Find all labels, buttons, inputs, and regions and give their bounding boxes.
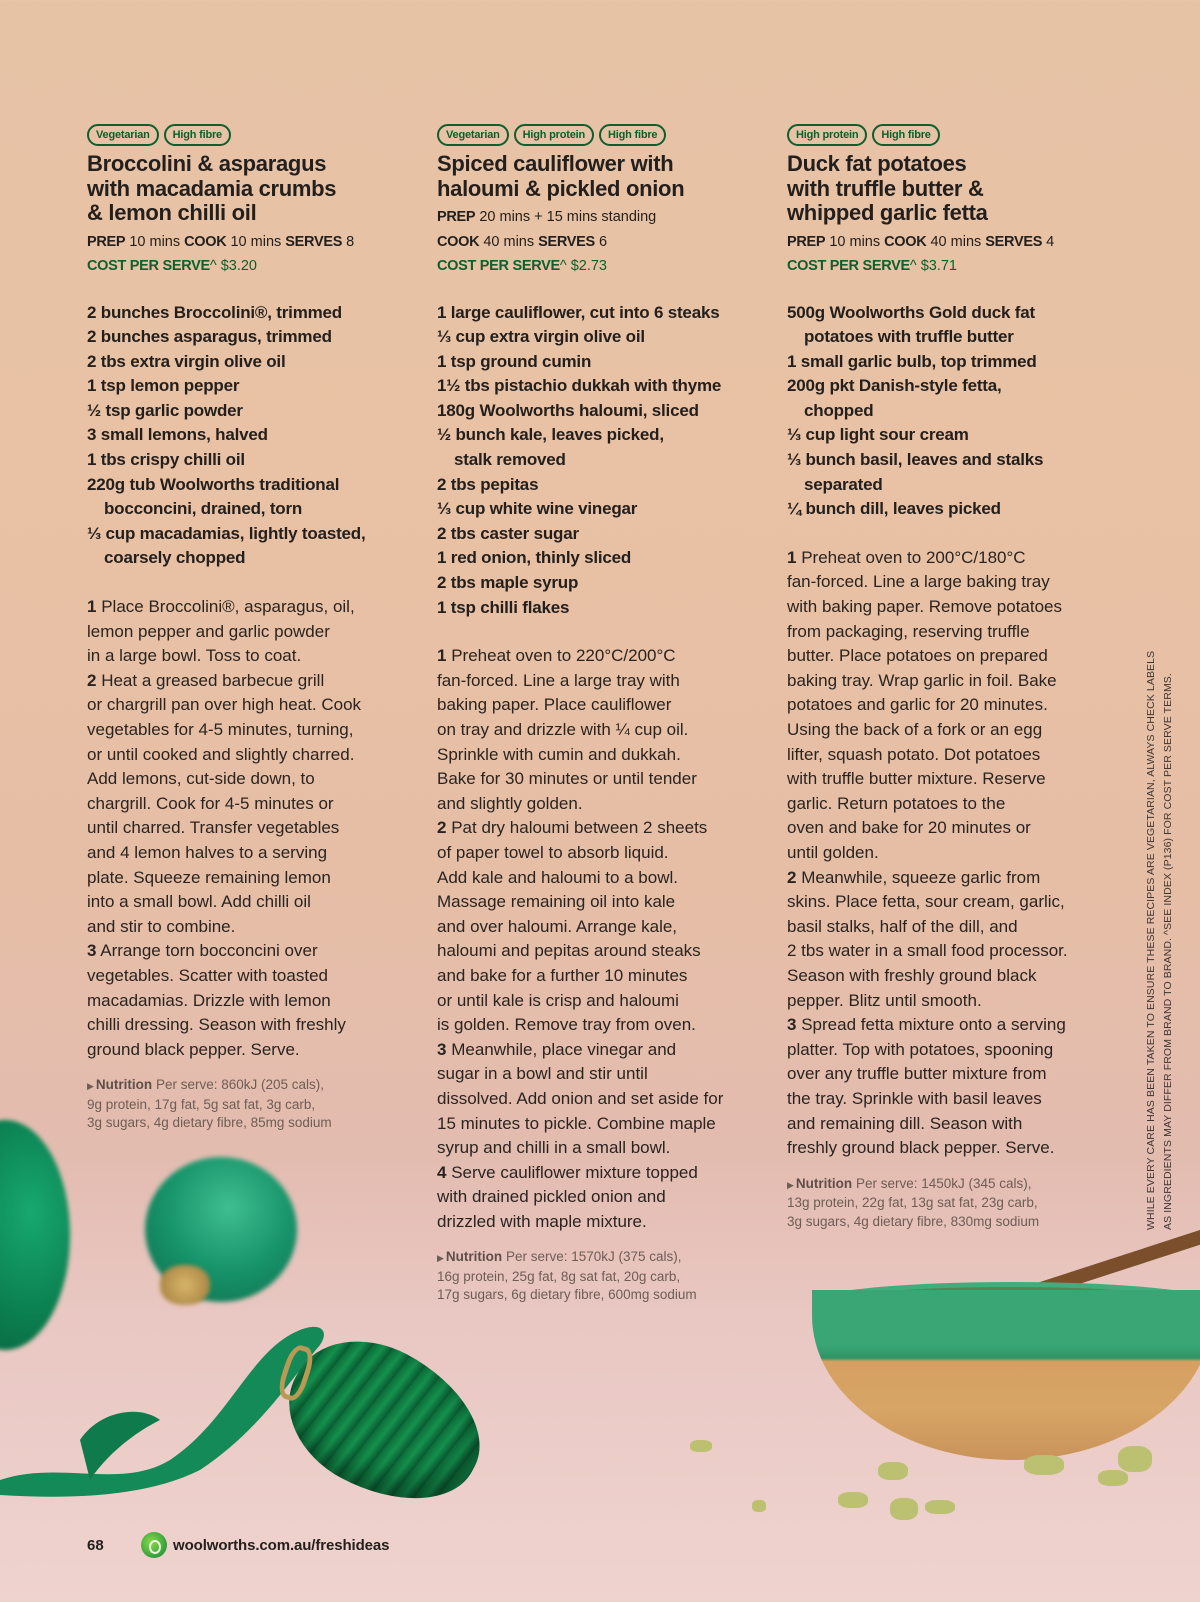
method-step-line xyxy=(437,989,759,1014)
method-step-line xyxy=(787,767,1109,792)
ingredient-item: 2 bunches asparagus, trimmed xyxy=(87,327,332,347)
pistachio-icon xyxy=(1098,1470,1128,1486)
method-step-line xyxy=(787,1136,1109,1161)
method-step-start xyxy=(787,1013,1109,1038)
pistachio-icon xyxy=(890,1498,918,1520)
method-step-start xyxy=(87,595,409,620)
cost-footnote-mark: ^ xyxy=(209,258,217,274)
serves-label: SERVES xyxy=(285,233,343,250)
nutrition-line: Per serve: 860kJ (205 cals), xyxy=(155,1077,325,1093)
ingredient-item: 1 tsp ground cumin xyxy=(437,351,592,371)
method-step-start xyxy=(787,546,1109,571)
step-text: in a large bowl. Toss to coat. xyxy=(87,646,302,666)
woolworths-logo-icon xyxy=(141,1532,167,1558)
prep-label: PREP xyxy=(437,209,476,225)
recipe-broccolini xyxy=(87,124,409,1133)
ingredient-item: ⅓ cup white wine vinegar xyxy=(437,499,638,519)
step-number: 3 xyxy=(437,1039,447,1059)
method-step-line xyxy=(437,792,759,817)
disclaimer-line: AS INGREDIENTS MAY DIFFER FROM BRAND TO BRAND. ^SEE INDEX (P136) FOR COST PER SERVE TERMS. xyxy=(1162,673,1174,1230)
prep-value: 20 mins + 15 mins standing xyxy=(479,209,657,225)
recipe-times xyxy=(437,205,759,230)
method-step-line xyxy=(787,915,1109,940)
cook-label: COOK xyxy=(884,233,927,250)
title-line: & lemon chilli oil xyxy=(87,200,257,225)
step-text: the tray. Sprinkle with basil leaves xyxy=(787,1088,1042,1108)
step-text: vegetables for 4-5 minutes, turning, xyxy=(87,720,354,739)
ingredient-item: ½ tsp garlic powder xyxy=(87,400,243,420)
ingredient-item: 1 tbs crispy chilli oil xyxy=(87,450,245,470)
method-step-line xyxy=(87,915,409,940)
method-step-line xyxy=(87,767,409,792)
method-step-line xyxy=(787,816,1109,841)
method-step-line xyxy=(87,620,409,645)
pistachio-icon xyxy=(690,1440,712,1452)
step-text: platter. Top with potatoes, spooning xyxy=(787,1039,1054,1059)
title-line: Broccolini & asparagus xyxy=(87,151,327,176)
step-text: with truffle butter mixture. Reserve xyxy=(787,769,1046,789)
cost-label: COST PER SERVE xyxy=(87,258,210,274)
step-text: is golden. Remove tray from oven. xyxy=(437,1015,696,1035)
vegetarian-disclaimer xyxy=(1143,570,1177,1230)
method-step-line xyxy=(437,915,759,940)
step-text: with baking paper. Remove potatoes xyxy=(787,597,1063,617)
step-text: dissolved. Add onion and set aside for xyxy=(437,1088,724,1108)
step-number: 3 xyxy=(787,1015,797,1035)
cost-per-serve xyxy=(437,254,759,279)
method-step-line xyxy=(87,989,409,1014)
step-text: skins. Place fetta, sour cream, garlic, xyxy=(787,892,1065,912)
ingredient-item: 1 tsp lemon pepper xyxy=(87,376,240,396)
step-text: into a small bowl. Add chilli oil xyxy=(87,892,311,912)
step-text: Meanwhile, place vinegar and xyxy=(451,1039,677,1059)
ingredient-item: ⅓ cup macadamias, lightly toasted, coarsely chopped xyxy=(87,523,366,568)
serves-label: SERVES xyxy=(985,233,1043,250)
prep-value: 10 mins xyxy=(829,233,881,250)
recipe-times xyxy=(437,230,759,255)
method-step-line xyxy=(437,743,759,768)
method-step-line xyxy=(787,1087,1109,1112)
step-text: or until cooked and slightly charred. xyxy=(87,744,355,764)
tag-high-protein: High protein xyxy=(514,124,594,146)
step-number: 3 xyxy=(87,941,97,961)
cook-value: 40 mins xyxy=(483,233,535,250)
prep-label: PREP xyxy=(787,233,826,250)
step-number: 1 xyxy=(787,547,797,567)
ingredient-item: 220g tub Woolworths traditional bocconcini, drained, torn xyxy=(87,474,340,519)
method-step-start xyxy=(437,1161,759,1186)
step-text: Heat a greased barbecue grill xyxy=(101,670,325,690)
step-text: macadamias. Drizzle with lemon xyxy=(87,990,331,1010)
prep-label: PREP xyxy=(87,233,126,250)
cook-label: COOK xyxy=(437,233,480,250)
nutrition-line: Per serve: 1450kJ (345 cals), xyxy=(855,1175,1032,1191)
step-text: and over haloumi. Arrange kale, xyxy=(437,916,678,936)
tag-vegetarian: Vegetarian xyxy=(87,124,159,146)
ingredient-item: ⅓ cup extra virgin olive oil xyxy=(437,327,645,347)
step-text: and 4 lemon halves to a serving xyxy=(87,842,328,862)
step-text: Preheat oven to 220°C/200°C xyxy=(451,646,676,666)
method-step-line xyxy=(87,1013,409,1038)
method-step-line xyxy=(437,1013,759,1038)
recipe-times xyxy=(87,230,409,255)
method-step-line xyxy=(437,718,759,743)
page-number: 68 xyxy=(87,1536,104,1554)
step-text: 15 minutes to pickle. Combine maple xyxy=(437,1113,716,1133)
step-text: haloumi and pepitas around steaks xyxy=(437,941,701,961)
cost-label: COST PER SERVE xyxy=(437,258,560,274)
step-text: Spread fetta mixture onto a serving xyxy=(801,1015,1066,1035)
triangle-bullet-icon: ▶ xyxy=(787,1179,794,1190)
nutrition-info xyxy=(437,1248,759,1305)
method-step-start xyxy=(787,866,1109,891)
step-text: lemon pepper and garlic powder xyxy=(87,621,330,641)
ingredient-item: 2 tbs maple syrup xyxy=(437,573,579,593)
method-step-line xyxy=(787,620,1109,645)
step-text: basil stalks, half of the dill, and xyxy=(787,916,1018,936)
step-text: from packaging, reserving truffle xyxy=(787,621,1030,641)
step-text: pepper. Blitz until smooth. xyxy=(787,990,982,1010)
nutrition-label: Nutrition xyxy=(795,1175,853,1191)
method-step-line xyxy=(87,792,409,817)
triangle-bullet-icon: ▶ xyxy=(87,1081,94,1092)
method-step-line xyxy=(787,939,1109,964)
diet-tags xyxy=(437,124,759,148)
method-step-line xyxy=(87,816,409,841)
title-line: Duck fat potatoes xyxy=(787,151,967,176)
ingredient-item: ⅓ cup light sour cream xyxy=(787,425,969,445)
ingredient-item: 1 small garlic bulb, top trimmed xyxy=(787,351,1037,371)
step-text: and remaining dill. Season with xyxy=(787,1113,1023,1133)
method-step-start xyxy=(87,939,409,964)
pistachio-icon xyxy=(752,1500,766,1512)
nutrition-line: 3g sugars, 4g dietary fibre, 85mg sodium xyxy=(87,1115,332,1131)
pistachio-icon xyxy=(878,1462,908,1480)
step-text: oven and bake for 20 minutes or xyxy=(787,818,1031,838)
method-step-line xyxy=(87,964,409,989)
step-text: 2 tbs water in a small food processor. xyxy=(787,941,1068,961)
cost-value: $3.71 xyxy=(920,258,957,274)
step-text: fan-forced. Line a large baking tray xyxy=(787,572,1050,592)
cost-value: $2.73 xyxy=(570,258,607,274)
step-text: Place Broccolini®, asparagus, oil, xyxy=(101,597,355,617)
disclaimer-line: WHILE EVERY CARE HAS BEEN TAKEN TO ENSURE THESE RECIPES ARE VEGETARIAN, ALWAYS CHECK LABELS xyxy=(1145,650,1157,1230)
method-step-line xyxy=(87,718,409,743)
step-text: Bake for 30 minutes or until tender xyxy=(437,769,697,789)
cook-label: COOK xyxy=(184,233,227,250)
pistachio-icon xyxy=(1024,1455,1064,1475)
step-text: with drained pickled onion and xyxy=(437,1187,666,1207)
cost-per-serve xyxy=(787,254,1109,279)
title-line: with macadamia crumbs xyxy=(87,175,337,201)
ingredient-item: 500g Woolworths Gold duck fat potatoes with truffle butter xyxy=(787,302,1035,347)
step-text: Add kale and haloumi to a bowl. xyxy=(437,867,678,887)
tag-high-protein: High protein xyxy=(787,124,867,146)
ingredient-item: ⅓ bunch basil, leaves and stalks separated xyxy=(787,450,1044,494)
ingredient-item: 1½ tbs pistachio dukkah with thyme xyxy=(437,376,722,396)
method-steps xyxy=(787,546,1109,1161)
method-step-start xyxy=(437,644,759,669)
method-step-line xyxy=(87,743,409,768)
pistachio-icon xyxy=(838,1492,868,1508)
title-line: haloumi & pickled onion xyxy=(437,175,685,201)
method-step-line xyxy=(87,841,409,866)
nutrition-line: Per serve: 1570kJ (375 cals), xyxy=(505,1249,682,1265)
step-text: and slightly golden. xyxy=(437,793,583,813)
step-text: sugar in a bowl and stir until xyxy=(437,1064,648,1084)
method-step-start xyxy=(437,1038,759,1063)
ingredient-item: 200g pkt Danish-style fetta, chopped xyxy=(787,376,1002,420)
method-step-line xyxy=(437,1112,759,1137)
method-step-line xyxy=(787,693,1109,718)
step-text: fan-forced. Line a large tray with xyxy=(437,670,680,690)
method-step-line xyxy=(437,767,759,792)
nutrition-label: Nutrition xyxy=(445,1249,503,1265)
method-step-line xyxy=(437,1062,759,1087)
step-text: vegetables. Scatter with toasted xyxy=(87,965,328,985)
ingredient-item: 2 tbs caster sugar xyxy=(437,523,579,543)
step-text: or chargrill pan over high heat. Cook xyxy=(87,695,362,715)
step-text: and bake for a further 10 minutes xyxy=(437,965,688,985)
step-text: lifter, squash potato. Dot potatoes xyxy=(787,744,1041,764)
step-text: plate. Squeeze remaining lemon xyxy=(87,867,331,887)
nutrition-info xyxy=(787,1175,1109,1232)
nutrition-line: 17g sugars, 6g dietary fibre, 600mg sodium xyxy=(437,1287,697,1303)
serves-value: 8 xyxy=(346,233,355,250)
website-link[interactable]: woolworths.com.au/freshideas xyxy=(173,1536,390,1554)
bauble-cap-icon xyxy=(160,1265,210,1305)
recipe-times xyxy=(787,230,1109,255)
method-step-line xyxy=(437,866,759,891)
method-step-start xyxy=(437,816,759,841)
method-step-line xyxy=(437,841,759,866)
method-step-line xyxy=(87,866,409,891)
method-step-line xyxy=(787,964,1109,989)
step-number: 1 xyxy=(87,597,97,617)
method-step-line xyxy=(787,570,1109,595)
step-text: Massage remaining oil into kale xyxy=(437,892,676,912)
tag-high-fibre: High fibre xyxy=(599,124,666,146)
step-text: on tray and drizzle with ¼ cup oil. xyxy=(437,720,689,739)
nutrition-line: 13g protein, 22g fat, 13g sat fat, 23g carb, xyxy=(787,1195,1038,1211)
title-line: with truffle butter & xyxy=(787,175,984,201)
cost-per-serve xyxy=(87,254,409,279)
ceramic-bowl-icon xyxy=(812,1290,1200,1460)
step-text: baking tray. Wrap garlic in foil. Bake xyxy=(787,670,1057,690)
method-step-line xyxy=(787,644,1109,669)
page-footer xyxy=(87,1532,389,1558)
method-step-line xyxy=(437,964,759,989)
tag-high-fibre: High fibre xyxy=(872,124,939,146)
diet-tags xyxy=(87,124,409,148)
method-step-line xyxy=(437,1087,759,1112)
step-text: Preheat oven to 200°C/180°C xyxy=(801,547,1026,567)
method-step-line xyxy=(437,1185,759,1210)
nutrition-info xyxy=(87,1076,409,1133)
step-text: and stir to combine. xyxy=(87,916,236,936)
ingredient-item: 2 bunches Broccolini®, trimmed xyxy=(87,302,342,322)
method-step-line xyxy=(437,693,759,718)
serves-label: SERVES xyxy=(538,233,595,250)
method-step-start xyxy=(87,669,409,694)
method-step-line xyxy=(87,644,409,669)
nutrition-label: Nutrition xyxy=(95,1077,153,1093)
cook-value: 40 mins xyxy=(930,233,982,250)
ingredient-item: 1 tsp chilli flakes xyxy=(437,597,570,617)
recipe-cauliflower xyxy=(437,124,759,1305)
tag-high-fibre: High fibre xyxy=(164,124,231,146)
method-step-line xyxy=(787,1038,1109,1063)
recipe-title xyxy=(437,152,759,201)
ingredient-list xyxy=(787,301,1109,522)
ingredient-item: 2 tbs extra virgin olive oil xyxy=(87,351,286,371)
cost-label: COST PER SERVE xyxy=(787,258,910,274)
step-number: 2 xyxy=(437,818,447,838)
ingredient-item: ¼ bunch dill, leaves picked xyxy=(787,499,1001,519)
method-step-line xyxy=(437,669,759,694)
method-step-line xyxy=(787,1112,1109,1137)
method-step-line xyxy=(787,1062,1109,1087)
step-text: Pat dry haloumi between 2 sheets xyxy=(451,818,708,838)
nutrition-line: 3g sugars, 4g dietary fibre, 830mg sodium xyxy=(787,1213,1040,1229)
serves-value: 4 xyxy=(1046,233,1055,250)
ingredient-list xyxy=(437,301,759,621)
ingredient-item: 1 red onion, thinly sliced xyxy=(437,548,632,568)
step-text: Add lemons, cut-side down, to xyxy=(87,769,315,789)
cost-footnote-mark: ^ xyxy=(909,258,917,274)
method-step-line xyxy=(787,718,1109,743)
step-text: Sprinkle with cumin and dukkah. xyxy=(437,744,681,764)
step-number: 1 xyxy=(437,646,447,666)
step-text: chargrill. Cook for 4-5 minutes or xyxy=(87,793,334,813)
method-step-line xyxy=(437,890,759,915)
step-number: 4 xyxy=(437,1162,447,1182)
step-text: or until kale is crisp and haloumi xyxy=(437,990,679,1010)
step-text: butter. Place potatoes on prepared xyxy=(787,646,1048,666)
step-text: of paper towel to absorb liquid. xyxy=(437,842,669,862)
step-text: Meanwhile, squeeze garlic from xyxy=(801,867,1041,887)
method-step-line xyxy=(87,693,409,718)
method-step-line xyxy=(787,743,1109,768)
ingredient-item: ½ bunch kale, leaves picked, stalk removed xyxy=(437,425,664,470)
recipe-title xyxy=(87,152,409,226)
step-text: potatoes and garlic for 20 minutes. xyxy=(787,695,1048,715)
step-text: syrup and chilli in a small bowl. xyxy=(437,1138,671,1158)
step-text: freshly ground black pepper. Serve. xyxy=(787,1138,1055,1158)
title-line: whipped garlic fetta xyxy=(787,200,988,225)
pistachio-icon xyxy=(1118,1446,1152,1472)
method-step-line xyxy=(787,792,1109,817)
prep-value: 10 mins xyxy=(129,233,181,250)
ingredient-item: 2 tbs pepitas xyxy=(437,474,539,494)
method-steps xyxy=(87,595,409,1062)
cook-value: 10 mins xyxy=(230,233,282,250)
step-text: Using the back of a fork or an egg xyxy=(787,720,1043,739)
method-step-line xyxy=(437,1136,759,1161)
title-line: Spiced cauliflower with xyxy=(437,151,674,176)
step-text: baking paper. Place cauliflower xyxy=(437,695,672,715)
recipe-title xyxy=(787,152,1109,226)
triangle-bullet-icon: ▶ xyxy=(437,1253,444,1264)
step-text: ground black pepper. Serve. xyxy=(87,1039,300,1059)
step-text: Arrange torn bocconcini over xyxy=(100,941,318,961)
step-text: chilli dressing. Season with freshly xyxy=(87,1015,346,1035)
step-text: until charred. Transfer vegetables xyxy=(87,818,340,838)
step-number: 2 xyxy=(87,670,97,690)
nutrition-line: 16g protein, 25g fat, 8g sat fat, 20g carb, xyxy=(437,1268,681,1284)
step-text: drizzled with maple mixture. xyxy=(437,1211,647,1231)
method-step-line xyxy=(787,669,1109,694)
cost-footnote-mark: ^ xyxy=(559,258,567,274)
pistachio-icon xyxy=(925,1500,955,1514)
diet-tags xyxy=(787,124,1109,148)
step-text: Season with freshly ground black xyxy=(787,965,1037,985)
method-steps xyxy=(437,644,759,1234)
recipe-duck-fat-potatoes xyxy=(787,124,1109,1231)
cost-value: $3.20 xyxy=(220,258,257,274)
step-text: garlic. Return potatoes to the xyxy=(787,793,1006,813)
nutrition-line: 9g protein, 17g fat, 5g sat fat, 3g carb, xyxy=(87,1096,316,1112)
tag-vegetarian: Vegetarian xyxy=(437,124,509,146)
method-step-line xyxy=(787,841,1109,866)
step-text: until golden. xyxy=(787,842,879,862)
ingredient-item: 180g Woolworths haloumi, sliced xyxy=(437,400,699,420)
method-step-line xyxy=(437,939,759,964)
ingredient-list xyxy=(87,301,409,572)
step-text: over any truffle butter mixture from xyxy=(787,1064,1047,1084)
method-step-line xyxy=(87,890,409,915)
method-step-line xyxy=(87,1038,409,1063)
serves-value: 6 xyxy=(598,233,608,250)
method-step-line xyxy=(787,989,1109,1014)
step-number: 2 xyxy=(787,867,797,887)
method-step-line xyxy=(437,1210,759,1235)
method-step-line xyxy=(787,890,1109,915)
step-text: Serve cauliflower mixture topped xyxy=(451,1162,698,1182)
method-step-line xyxy=(787,595,1109,620)
ingredient-item: 3 small lemons, halved xyxy=(87,425,268,445)
ingredient-item: 1 large cauliflower, cut into 6 steaks xyxy=(437,302,720,322)
